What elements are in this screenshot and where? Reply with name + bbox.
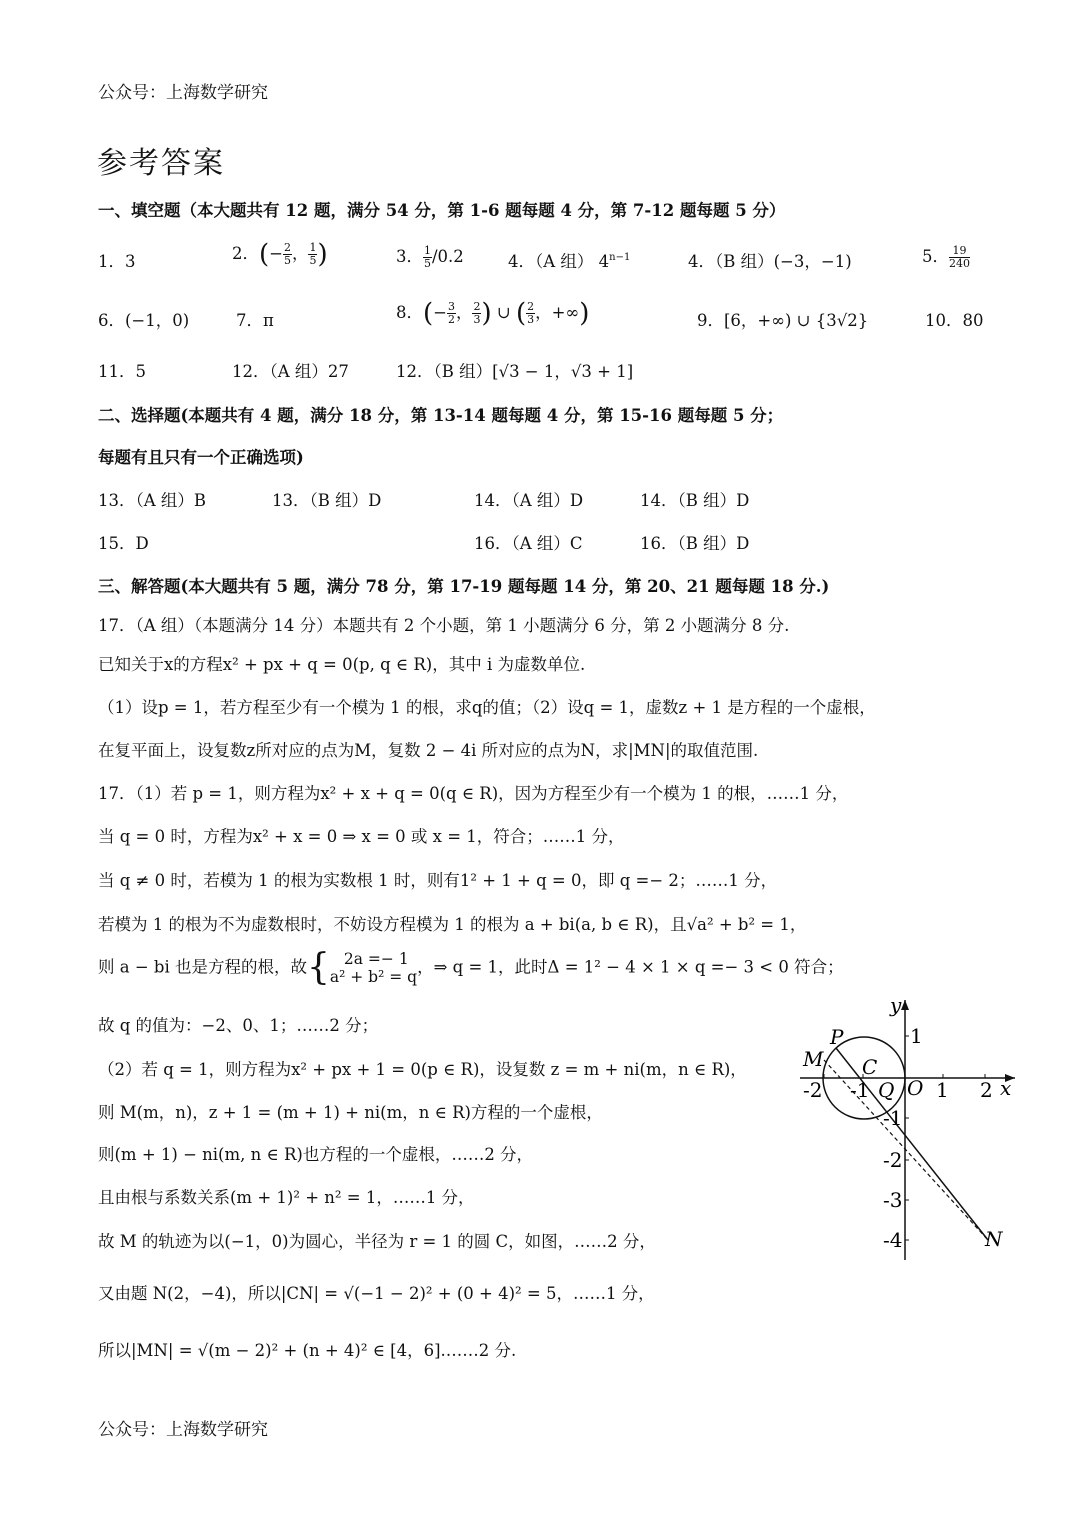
answer-12a: 12．（A 组）27 bbox=[232, 362, 349, 381]
answer-12b: 12．（B 组）[√3 − 1，√3 + 1] bbox=[396, 362, 634, 381]
answer-4a bbox=[508, 248, 630, 272]
footer-source: 公众号：上海数学研究 bbox=[98, 1420, 268, 1440]
answer-3-tail: /0.2 bbox=[432, 247, 464, 266]
label-y-1: 1 bbox=[910, 1024, 923, 1048]
header-source: 公众号：上海数学研究 bbox=[98, 83, 268, 103]
section2-heading-line1: 二、选择题(本题共有 4 题，满分 18 分，第 13-14 题每题 4 分，第 15-16 题每题 5 分； bbox=[98, 406, 784, 425]
answer-8-paren-2: ) bbox=[481, 298, 492, 329]
answer-2-frac-b: $\frac{1}{5}$ bbox=[309, 241, 317, 267]
solution-line-8: 则 M(m，n)，z + 1 = (m + 1) + ni(m，n ∈ R)方程的一个虚根， bbox=[98, 1103, 603, 1122]
problem17-intro: 17．（A 组）（本题满分 14 分）本题共有 2 个小题，第 1 小题满分 6 分，第 2 小题满分 8 分. bbox=[98, 616, 790, 635]
solution-line-5-pre: 则 a − bi 也是方程的根，故 bbox=[98, 957, 307, 977]
answer-14a: 14．（A 组）D bbox=[474, 491, 584, 510]
answer-4a-text: 4．（A 组） 4 bbox=[508, 252, 610, 271]
solution-line-5-post: ，⇒ q = 1，此时Δ = 1² − 4 × 1 × q =− 3 < 0 符合； bbox=[417, 957, 844, 977]
solution-line-6: 故 q 的值为：−2、0、1；……2 分； bbox=[98, 1016, 379, 1035]
answer-5-label: 5． bbox=[922, 247, 949, 266]
label-x-neg2: -2 bbox=[803, 1078, 823, 1102]
label-o: O bbox=[907, 1076, 924, 1100]
answer-8-label: 8． bbox=[396, 303, 423, 322]
answer-5 bbox=[922, 243, 970, 270]
solution-line-2: 当 q = 0 时，方程为x² + x = 0 ⇒ x = 0 或 x = 1，符合；……1 分， bbox=[98, 827, 625, 846]
answer-8-frac-b: $\frac{2}{3}$ bbox=[473, 300, 481, 326]
answer-11: 11．5 bbox=[98, 362, 146, 381]
label-x-2: 2 bbox=[980, 1078, 993, 1102]
answer-4b: 4．（B 组）(−3，−1) bbox=[688, 252, 852, 271]
label-x-1: 1 bbox=[936, 1078, 949, 1102]
answer-9: 9．[6，+∞) ∪ {3√2} bbox=[697, 311, 869, 330]
label-c: C bbox=[862, 1055, 878, 1079]
solution-line-9: 则(m + 1) − ni(m, n ∈ R)也方程的一个虚根，……2 分， bbox=[98, 1145, 534, 1164]
answer-8-frac-a: $\frac{3}{2}$ bbox=[447, 300, 455, 326]
solution-line-4: 若模为 1 的根为不为虚数根时，不妨设方程模为 1 的根为 a + bi(a, b ∈ R)，且√a² + b² = 1， bbox=[98, 915, 807, 934]
answer-3-frac: $\frac{1}{5}$ bbox=[424, 244, 431, 270]
answer-2-paren-close: ) bbox=[317, 239, 328, 270]
label-y: y bbox=[890, 993, 902, 1017]
solution-line-7: （2）若 q = 1，则方程为x² + px + 1 = 0(p ∈ R)，设复数 z = m + ni(m，n ∈ R)， bbox=[98, 1060, 747, 1079]
answer-1: 1．3 bbox=[98, 252, 136, 271]
answer-13b: 13．（B 组）D bbox=[272, 491, 382, 510]
problem17-question-1: （1）设p = 1，若方程至少有一个模为 1 的根，求q的值；（2）设q = 1，虚数z + 1 是方程的一个虚根， bbox=[98, 698, 876, 717]
answer-2: 2．(− $\frac{2}{5}$ ， $\frac{1}{5}$ ) bbox=[232, 239, 328, 270]
answer-16b: 16．（B 组）D bbox=[640, 534, 750, 553]
answer-2-frac-a: $\frac{2}{5}$ bbox=[283, 241, 291, 267]
answer-7: 7．π bbox=[236, 311, 274, 330]
label-y-neg4: -4 bbox=[883, 1228, 903, 1252]
answer-14b: 14．（B 组）D bbox=[640, 491, 750, 510]
line-m-n-dashed bbox=[824, 1060, 988, 1240]
answer-3-label: 3． bbox=[396, 247, 423, 266]
equation-system bbox=[330, 950, 417, 986]
answer-2-label: 2． bbox=[232, 244, 259, 263]
problem17-question-2: 在复平面上，设复数z所对应的点为M，复数 2 − 4i 所对应的点为N，求|MN|的取值范围. bbox=[98, 741, 759, 760]
answer-2-paren-open: ( bbox=[259, 239, 270, 270]
solution-line-11: 故 M 的轨迹为以(−1，0)为圆心，半径为 r = 1 的圆 C，如图，……2 分， bbox=[98, 1232, 656, 1251]
system-eq-1: 2a =− 1 bbox=[343, 950, 409, 968]
answer-4a-exponent: n−1 bbox=[609, 252, 631, 263]
answer-8-frac-c: $\frac{2}{3}$ bbox=[527, 300, 535, 326]
page-title: 参考答案 bbox=[97, 146, 225, 181]
answer-16a: 16．（A 组）C bbox=[474, 534, 583, 553]
answer-8-paren-4: ) bbox=[579, 298, 590, 329]
label-q: Q bbox=[878, 1078, 895, 1102]
answer-6: 6．(−1，0) bbox=[98, 311, 190, 330]
section1-heading: 一、填空题（本大题共有 12 题，满分 54 分，第 1-6 题每题 4 分，第 7-12 题每题 5 分） bbox=[98, 201, 786, 220]
system-eq-2: a² + b² = q bbox=[329, 968, 418, 986]
solution-line-1: 17．（1）若 p = 1，则方程为x² + x + q = 0(q ∈ R)，因为方程至少有一个模为 1 的根，……1 分， bbox=[98, 784, 849, 803]
circle-diagram bbox=[790, 990, 1025, 1260]
answer-8-paren-1: ( bbox=[423, 298, 434, 329]
answer-15: 15．D bbox=[98, 534, 149, 553]
solution-line-12: 又由题 N(2，−4)，所以|CN| = √(−1 − 2)² + (0 + 4)² = 5，……1 分， bbox=[98, 1284, 655, 1303]
answer-8-paren-3: ( bbox=[515, 298, 527, 329]
section3-heading: 三、解答题(本大题共有 5 题，满分 78 分，第 17-19 题每题 14 分，第 20、21 题每题 18 分.) bbox=[98, 577, 830, 596]
label-y-neg3: -3 bbox=[883, 1188, 903, 1212]
label-n: N bbox=[985, 1227, 1003, 1251]
solution-line-3: 当 q ≠ 0 时，若模为 1 的根为实数根 1 时，则有1² + 1 + q = 0，即 q =− 2；……1 分， bbox=[98, 871, 778, 890]
answer-8: 8．(− $\frac{3}{2}$ ， $\frac{2}{3}$ ) ∪ ( $\frac{2}{3}$ ，+∞) bbox=[396, 298, 590, 329]
answer-3 bbox=[396, 243, 464, 270]
label-x-neg1: -1 bbox=[850, 1078, 870, 1102]
problem17-statement: 已知关于x的方程x² + px + q = 0(p, q ∈ R)，其中 i 为虚数单位. bbox=[98, 655, 586, 674]
label-y-neg2: -2 bbox=[883, 1148, 903, 1172]
section2-heading-line2: 每题有且只有一个正确选项) bbox=[98, 448, 304, 467]
label-y-neg1: -1 bbox=[883, 1106, 903, 1130]
solution-line-10: 且由根与系数关系(m + 1)² + n² = 1，……1 分， bbox=[98, 1188, 475, 1207]
solution-line-5 bbox=[98, 947, 844, 988]
label-x: x bbox=[1000, 1076, 1012, 1100]
answer-13a: 13．（A 组）B bbox=[98, 491, 207, 510]
label-p: P bbox=[830, 1025, 844, 1049]
answer-10: 10．80 bbox=[925, 311, 984, 330]
label-m: M bbox=[803, 1047, 824, 1071]
system-brace: { bbox=[306, 947, 330, 988]
y-axis-arrow bbox=[901, 1000, 909, 1010]
answer-5-frac: $\frac{19}{240}$ bbox=[949, 244, 970, 270]
solution-line-13: 所以|MN| = √(m − 2)² + (n + 4)² ∈ [4，6].……2 分. bbox=[98, 1341, 517, 1360]
